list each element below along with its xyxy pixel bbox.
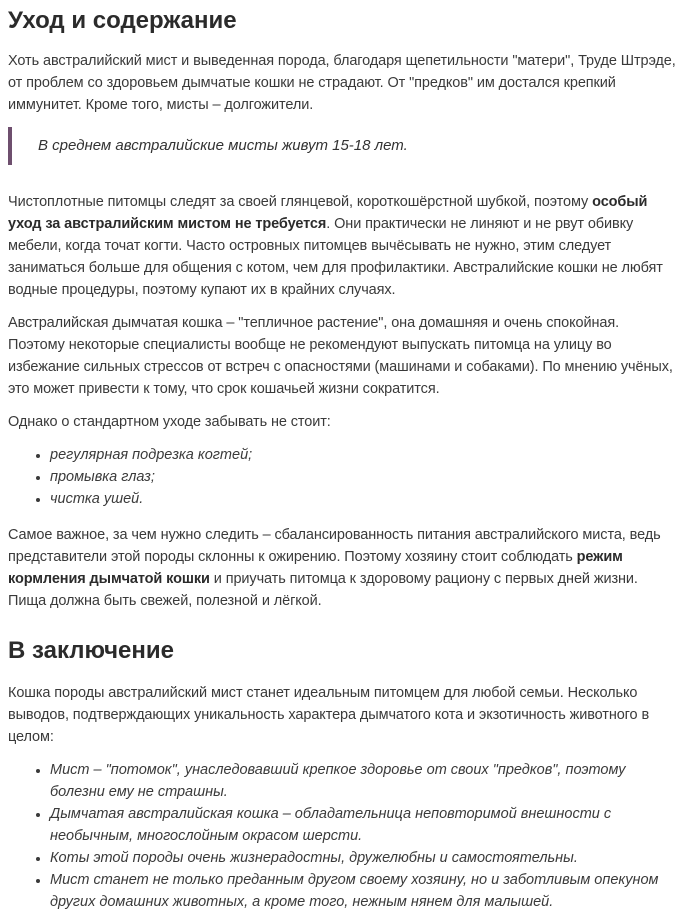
list-item: • промывка глаз; <box>50 466 676 488</box>
conclusion-list <box>8 759 676 913</box>
list-item: • чистка ушей. <box>50 488 676 510</box>
section-title-conclusion: В заключение <box>8 637 174 664</box>
care-paragraph-4: Однако о стандартном уходе забывать не стоит: <box>8 414 331 430</box>
section-title-care: Уход и содержание <box>8 7 237 34</box>
text: . Они практически не линяют и не рвут обивку мебели, когда точат когти. Часто островных питомцев вычёсывать не нужно, этим следует заниматься больше для общения с котом, чем для профилактики. Австралийские кошки не любят водные процедуры, поэтому купают их в крайних случаях. <box>8 216 663 298</box>
bold-text: режим кормления дымчатой кошки <box>8 549 623 587</box>
care-paragraph-3: Австралийская дымчатая кошка – "тепличное растение", она домашняя и очень спокойная. Поэтому некоторые специалисты вообще не рекомендуют выпускать питомца на улицу во избежание сильных стрессов от встреч с опасностями (машинами и собаками). По мнению учёных, это может привести к тому, что срок кошачьей жизни сократится. <box>8 315 673 397</box>
list-item: • регулярная подрезка когтей; <box>50 444 676 466</box>
text: Чистоплотные питомцы следят за своей глянцевой, короткошёрстной шубкой, поэтому <box>8 194 593 210</box>
list-item: • Дымчатая австралийская кошка – обладательница неповторимой внешности с необычным, многослойным окрасом шерсти. <box>50 803 676 847</box>
bold-text: особый уход за австралийским мистом не требуется <box>8 194 648 232</box>
list-item: • Мист – "потомок", унаследовавший крепкое здоровье от своих "предков", поэтому болезни ему не страшны. <box>50 759 676 803</box>
conclusion-paragraph: Кошка породы австралийский мист станет идеальным питомцем для любой семьи. Несколько выводов, подтверждающих уникальность характера дымчатого кота и экзотичность животного в целом: <box>8 685 650 745</box>
care-paragraph-5 <box>8 524 676 612</box>
care-list <box>8 444 676 510</box>
text: и приучать питомца к здоровому рациону с первых дней жизни. Пища должна быть свежей, полезной и лёгкой. <box>8 571 638 609</box>
care-paragraph-1: Хоть австралийский мист и выведенная порода, благодаря щепетильности "матери", Труде Штрэде, от проблем со здоровьем дымчатые кошки не страдают. От "предков" им достался крепкий иммунитет. Кроме того, мисты – долгожители. <box>8 53 676 113</box>
text: Самое важное, за чем нужно следить – сбалансированность питания австралийского миста, ведь представители этой породы склонны к ожирению. Поэтому хозяину стоит соблюдать <box>8 527 661 565</box>
lifespan-quote: В среднем австралийские мисты живут 15-18 лет. <box>8 127 676 165</box>
care-paragraph-2 <box>8 191 676 301</box>
list-item: • Коты этой породы очень жизнерадостны, дружелюбны и самостоятельны. <box>50 847 676 869</box>
list-item: • Мист станет не только преданным другом своему хозяину, но и заботливым опекуном других домашних животных, а кроме того, нежным нянем для малышей. <box>50 869 676 913</box>
